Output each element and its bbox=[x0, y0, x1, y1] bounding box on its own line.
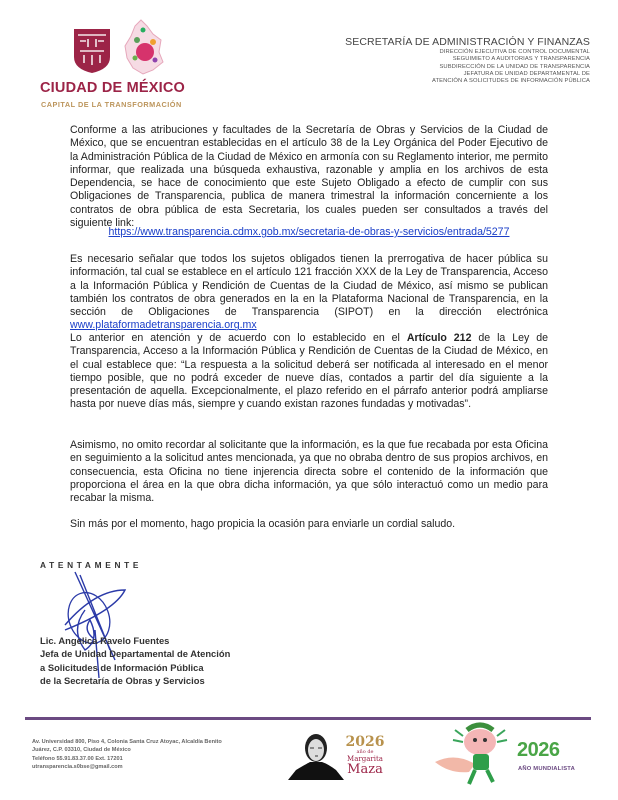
phone-line: Teléfono 55.91.83.37.00 Ext. 17201 bbox=[32, 755, 123, 762]
axolotl-mascot-icon bbox=[435, 722, 515, 790]
articulo-212: Artículo 212 bbox=[406, 332, 472, 344]
footer-address bbox=[32, 738, 222, 772]
mm-name2: Maza bbox=[347, 762, 383, 777]
mundial-sub: AÑO MUNDIALISTA bbox=[518, 766, 575, 772]
paragraph-3-text-cont: de la Ley de Transparencia, Acceso a la Información Pública y Rendición de Cuentas de la Ciudad de México, en el cual establece que: “La respuesta a la solicitud deberá ser notificada al interesado en el menor tiempo posible, que no podrá exceder de nueve días, contados a partir del día siguiente a la presentación de aquella. Excepcionalmente, el plazo referido en el párrafo anterior podrá ampliarse hasta por nueve días más, siempre y cuando existan razones fundadas y motivadas”. bbox=[70, 332, 549, 411]
footer-divider bbox=[25, 717, 591, 720]
paragraph-5: Sin más por el momento, hago propicia la ocasión para enviarle un cordial saludo. bbox=[70, 518, 456, 530]
mm-name1: Margarita bbox=[347, 755, 383, 763]
signature-block bbox=[40, 560, 142, 570]
header-line: SUBDIRECCIÓN DE LA UNIDAD DE TRANSPARENCIA bbox=[439, 63, 590, 70]
heart-map-icon bbox=[123, 18, 165, 76]
mundial-year: 2026 bbox=[517, 739, 560, 761]
city-shield-icon bbox=[72, 27, 112, 74]
mm-sub: año de bbox=[356, 749, 374, 755]
paragraph-3 bbox=[70, 332, 548, 412]
signer-block bbox=[40, 634, 230, 687]
signer-title-line: Jefa de Unidad Departamental de Atención bbox=[40, 648, 231, 660]
paragraph-3-text: Lo anterior en atención y de acuerdo con lo establecido en el bbox=[70, 332, 407, 344]
plataforma-link[interactable]: www.plataformadetransparencia.org.mx bbox=[70, 319, 257, 332]
transparencia-link[interactable]: https://www.transparencia.cdmx.gob.mx/secretaria-de-obras-y-servicios/entrada/5277 bbox=[108, 226, 510, 238]
paragraph-4: Asimismo, no omito recordar al solicitante que la información, es la que fue recabada por esta Oficina en seguimiento a la solicitud antes mencionada, ya que no obraba dentro de sus propios archivos, en consecuencia, esta Oficina no tiene injerencia directa sobre el contenido de la información que proporciona el área en la que obra dicha información, ya que sólo interactuó como un medio para recabar la misma. bbox=[70, 439, 548, 505]
paragraph-2-text: Es necesario señalar que todos los sujetos obligados tienen la prerrogativa de hacer pública su información, tal cual se establece en el artículo 121 fracción XXX de la Ley de Transparencia, Acceso a la Información Pública y Rendición de Cuentas de la Ciudad de México, así mismo se publican también los contratos de obra generados en la en la Plataforma Nacional de Transparencia, en la sección de Obligaciones de Transparencia (SIPOT) en la dirección electrónica bbox=[70, 253, 548, 319]
letterhead-right bbox=[345, 36, 590, 85]
margarita-maza-logo bbox=[345, 735, 385, 776]
header-line: ATENCIÓN A SOLICITUDES DE INFORMACIÓN PÚBLICA bbox=[431, 78, 590, 85]
header-line: DIRECCIÓN EJECUTIVA DE CONTROL DOCUMENTAL bbox=[439, 49, 590, 55]
email-line: utransparencia.s0bse@gmail.com bbox=[32, 764, 123, 771]
secretaria-title: SECRETARÍA DE ADMINISTRACIÓN Y FINANZAS bbox=[345, 36, 590, 48]
header-line: JEFATURA DE UNIDAD DEPARTAMENTAL DE bbox=[463, 70, 590, 77]
margarita-maza-portrait-icon bbox=[288, 730, 344, 780]
address-line: Juárez, C.P. 03310, Ciudad de México bbox=[32, 747, 131, 754]
cdmx-logo bbox=[34, 14, 204, 114]
city-name: CIUDAD DE MÉXICO bbox=[40, 80, 185, 96]
signer-title-line: a Solicitudes de Información Pública bbox=[40, 661, 204, 673]
mm-year: 2026 bbox=[345, 734, 385, 750]
paragraph-2 bbox=[70, 253, 548, 333]
signer-title-line: de la Secretaría de Obras y Servicios bbox=[40, 674, 205, 686]
signer-name: Lic. Angelica Ravelo Fuentes bbox=[40, 635, 170, 646]
link-row bbox=[70, 226, 548, 238]
paragraph-1: Conforme a las atribuciones y facultades de la Secretaría de Obras y Servicios de la Ciudad de México, que se encuentran establecidas en el artículo 38 de la Ley Orgánica del Poder Ejecutivo de la Administración Pública de la Ciudad de México en armonía con su Reglamento interior, me permito informar, que realizada una búsqueda exhaustiva, razonable y amplia en los archivos de esta Dependencia, se hace de conocimiento que este Sujeto Obligado a efecto de cumplir con sus Obligaciones de Transparencia, publica de manera trimestral la información concerniente a los contratos de obra pública de esta Secretaria, los cuales pueden ser consultados a través del siguiente link: bbox=[70, 124, 548, 230]
address-line: Av. Universidad 800, Piso 4, Colonia Santa Cruz Atoyac, Alcaldía Benito bbox=[32, 739, 222, 745]
closing: ATENTAMENTE bbox=[40, 560, 143, 570]
city-tagline: CAPITAL DE LA TRANSFORMACIÓN bbox=[41, 100, 182, 109]
header-line: SEGUIMIETO A AUDITORIAS Y TRANSPARENCIA bbox=[452, 56, 590, 63]
